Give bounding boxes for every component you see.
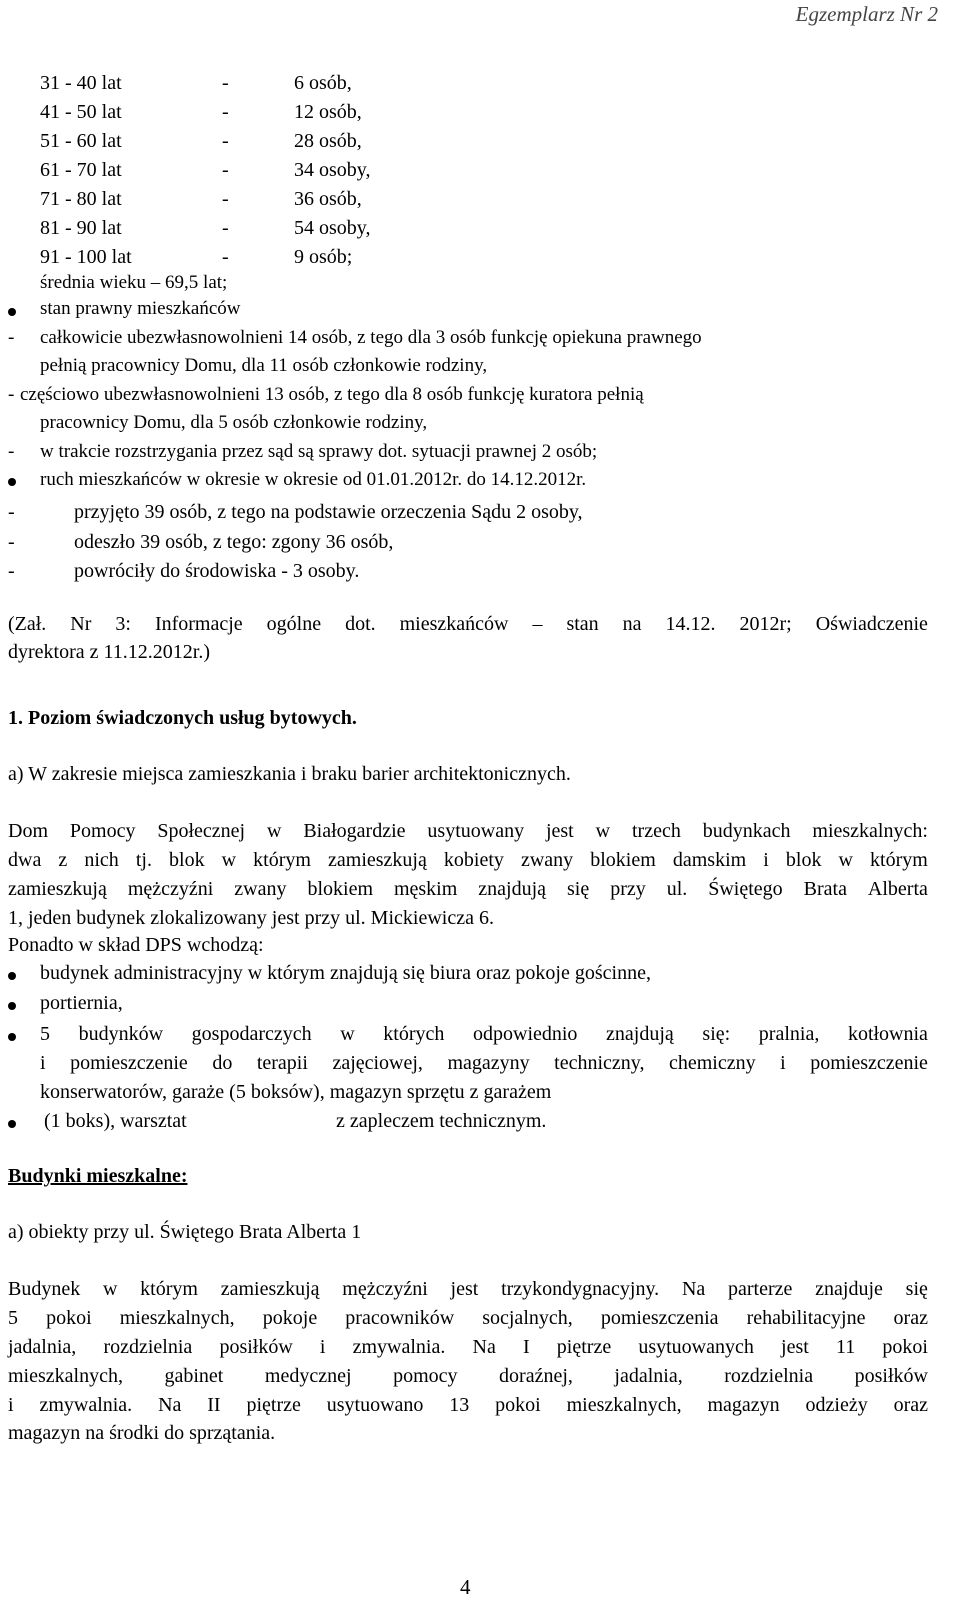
age-sep: -: [222, 72, 229, 94]
dps-item: z zapleczem technicznym.: [336, 1110, 547, 1132]
word: zwany: [234, 878, 287, 900]
word: 3:: [115, 613, 131, 635]
bullet-icon: [8, 1120, 16, 1128]
dash-marker: -: [8, 441, 15, 462]
word: zajęciowej,: [332, 1052, 423, 1074]
word: którym: [253, 849, 311, 871]
word: mieszkalnych,: [119, 1307, 235, 1329]
movement-line: przyjęto 39 osób, z tego na podstawie orzeczenia Sądu 2 osoby,: [74, 501, 583, 523]
movement-line: odeszło 39 osób, z tego: zgony 36 osób,: [74, 531, 394, 553]
word: się: [567, 878, 590, 900]
paragraph-line: [8, 1336, 928, 1359]
dash-marker: -: [8, 560, 15, 582]
word: piętrze: [556, 1336, 612, 1358]
word: 2012r;: [739, 613, 792, 635]
age-range: 41 - 50 lat: [40, 101, 122, 123]
dash-marker: -: [8, 531, 15, 553]
word: 14.12.: [665, 613, 716, 635]
word: usytuowanych: [638, 1336, 754, 1358]
paragraph-line: magazyn na środki do sprzątania.: [8, 1422, 276, 1444]
word: magazyny: [447, 1052, 530, 1074]
word: trzech: [631, 820, 681, 842]
word: pokoi: [495, 1394, 541, 1416]
word: nich: [84, 849, 119, 871]
word: Nr: [70, 613, 92, 635]
word: mężczyźni: [127, 878, 214, 900]
word: zmywalnia.: [352, 1336, 446, 1358]
word: mężczyźni: [342, 1278, 428, 1300]
word: męskim: [393, 878, 458, 900]
word: i: [8, 1394, 14, 1416]
legal-status-line: całkowicie ubezwłasnowolnieni 14 osób, z tego dla 3 osób funkcję opiekuna prawnego: [40, 327, 702, 348]
word: Na: [472, 1336, 496, 1358]
word: w: [595, 820, 611, 842]
word: ogólne: [266, 613, 322, 635]
word: w: [838, 849, 853, 871]
word: parterze: [728, 1278, 793, 1300]
word: Oświadczenie: [815, 613, 928, 635]
word: do: [212, 1052, 233, 1074]
word: usytuowano: [326, 1394, 424, 1416]
word: w: [266, 820, 282, 842]
age-sep: -: [222, 101, 229, 123]
word: znajdują: [606, 1023, 674, 1045]
section-heading: 1. Poziom świadczonych usług bytowych.: [8, 707, 357, 729]
word: i: [763, 849, 769, 871]
word: 5: [40, 1023, 50, 1045]
word: rozdzielnia: [724, 1365, 814, 1387]
bullet-icon: [8, 1033, 16, 1041]
word: oraz: [893, 1307, 928, 1329]
paragraph-line: Ponadto w skład DPS wchodzą:: [8, 934, 264, 956]
movement-heading: ruch mieszkańców w okresie w okresie od 01.01.2012r. do 14.12.2012r.: [40, 469, 587, 490]
attachment-line-1: [8, 613, 928, 636]
age-count: 34 osoby,: [294, 159, 371, 181]
movement-line: powróciły do środowiska - 3 osoby.: [74, 560, 360, 582]
word: Dom: [8, 820, 48, 842]
paragraph-line: [8, 820, 928, 843]
word: usytuowany: [427, 820, 525, 842]
word: w: [221, 849, 237, 871]
bullet-icon: [8, 308, 16, 316]
word: zamieszkują: [328, 849, 427, 871]
word: Świętego: [708, 878, 783, 900]
age-sep: -: [222, 188, 229, 210]
age-sep: -: [222, 130, 229, 152]
word: pracowników: [345, 1307, 455, 1329]
word: stan: [566, 613, 599, 635]
age-range: 81 - 90 lat: [40, 217, 122, 239]
word: II: [207, 1394, 221, 1416]
age-range: 51 - 60 lat: [40, 130, 122, 152]
dash-marker: -: [8, 327, 15, 348]
word: ul.: [666, 878, 688, 900]
word: (Zał.: [8, 613, 47, 635]
word: 11: [835, 1336, 856, 1358]
word: się:: [702, 1023, 731, 1045]
word: blokiem: [307, 878, 373, 900]
age-range: 61 - 70 lat: [40, 159, 122, 181]
paragraph-line: [8, 1365, 928, 1388]
legal-status-heading: stan prawny mieszkańców: [40, 298, 241, 319]
paragraph-line: [8, 849, 928, 872]
word: pokoi: [882, 1336, 928, 1358]
word: blok: [169, 849, 205, 871]
word: Pomocy: [69, 820, 136, 842]
word: jest: [450, 1278, 479, 1300]
legal-status-line: pełnią pracownicy Domu, dla 11 osób członkowie rodziny,: [40, 355, 488, 376]
word: socjalnych,: [482, 1307, 573, 1329]
age-count: 9 osób;: [294, 246, 353, 268]
word: pomocy: [393, 1365, 458, 1387]
word: mieszkalnych,: [8, 1365, 123, 1387]
word: magazyn: [707, 1394, 780, 1416]
word: jest: [545, 820, 574, 842]
word: budynków: [78, 1023, 164, 1045]
bullet-icon: [8, 972, 16, 980]
legal-status-line: częściowo ubezwłasnowolnieni 13 osób, z tego dla 8 osób funkcję kuratora pełnią: [20, 384, 644, 405]
word: zmywalnia.: [39, 1394, 133, 1416]
word: gospodarczych: [191, 1023, 312, 1045]
word: mieszkalnych:: [812, 820, 928, 842]
paragraph-line: 1, jeden budynek zlokalizowany jest przy ul. Mickiewicza 6.: [8, 907, 494, 929]
bullet-icon: [8, 1002, 16, 1010]
word: posiłków: [219, 1336, 293, 1358]
age-range: 31 - 40 lat: [40, 72, 122, 94]
age-count: 12 osób,: [294, 101, 362, 123]
word: odzieży: [805, 1394, 868, 1416]
word: na: [622, 613, 642, 635]
word: jadalnia,: [614, 1365, 683, 1387]
word: przy: [610, 878, 646, 900]
word: 5: [8, 1307, 18, 1329]
word: budynkach: [702, 820, 791, 842]
word: medycznej: [264, 1365, 352, 1387]
word: posiłków: [854, 1365, 928, 1387]
copy-label: Egzemplarz Nr 2: [795, 2, 938, 26]
word: 13: [449, 1394, 470, 1416]
word: zwany: [520, 849, 574, 871]
age-range: 91 - 100 lat: [40, 246, 132, 268]
word: blokiem: [590, 849, 656, 871]
dash-marker: -: [8, 384, 15, 405]
word: kobiety: [443, 849, 504, 871]
dps-item: portiernia,: [40, 992, 123, 1014]
residential-subheading: a) obiekty przy ul. Świętego Brata Alberta 1: [8, 1221, 362, 1243]
word: w: [340, 1023, 355, 1045]
word: którym: [140, 1278, 198, 1300]
word: dot.: [345, 613, 376, 635]
paragraph-line: [8, 878, 928, 901]
word: mieszkalnych,: [566, 1394, 682, 1416]
age-sep: -: [222, 246, 229, 268]
page-number: 4: [460, 1575, 471, 1599]
dps-item-line: [40, 1052, 928, 1075]
age-range: 71 - 80 lat: [40, 188, 122, 210]
word: Budynek: [8, 1278, 81, 1300]
dps-item: (1 boks), warsztat: [44, 1110, 187, 1132]
word: kotłownia: [847, 1023, 928, 1045]
word: dwa: [8, 849, 42, 871]
dps-item: budynek administracyjny w którym znajdują się biura oraz pokoje gościnne,: [40, 962, 651, 984]
word: Alberta: [867, 878, 928, 900]
word: pokoje: [262, 1307, 318, 1329]
word: pomieszczenie: [810, 1052, 928, 1074]
bullet-icon: [8, 478, 16, 486]
word: techniczny,: [554, 1052, 645, 1074]
word: rehabilitacyjne: [746, 1307, 866, 1329]
word: Społecznej: [157, 820, 246, 842]
age-sep: -: [222, 159, 229, 181]
word: Informacje: [154, 613, 243, 635]
word: odpowiednio: [473, 1023, 578, 1045]
age-count: 28 osób,: [294, 130, 362, 152]
word: tj.: [135, 849, 152, 871]
word: w: [102, 1278, 118, 1300]
word: zamieszkują: [8, 878, 107, 900]
word: jadalnia,: [8, 1336, 77, 1358]
word: pralnia,: [758, 1023, 820, 1045]
word: damskim: [672, 849, 747, 871]
word: pomieszczenia: [600, 1307, 719, 1329]
attachment-line-2: dyrektora z 11.12.2012r.): [8, 641, 210, 663]
legal-status-line: pracownicy Domu, dla 5 osób członkowie rodziny,: [40, 412, 428, 433]
word: gabinet: [164, 1365, 224, 1387]
word: piętrze: [246, 1394, 301, 1416]
word: pokoi: [46, 1307, 92, 1329]
word: –: [532, 613, 543, 635]
word: terapii: [256, 1052, 308, 1074]
word: znajduje: [815, 1278, 883, 1300]
word: rozdzielnia: [103, 1336, 193, 1358]
word: trzykondygnacyjny.: [501, 1278, 660, 1300]
word: mieszkańców: [399, 613, 509, 635]
age-count: 36 osób,: [294, 188, 362, 210]
word: pomieszczenie: [70, 1052, 188, 1074]
paragraph-line: [8, 1307, 928, 1330]
age-count: 54 osoby,: [294, 217, 371, 239]
dps-item-line: konserwatorów, garaże (5 boksów), magazyn sprzętu z garażem: [40, 1081, 552, 1103]
legal-status-line: w trakcie rozstrzygania przez sąd są sprawy dot. sytuacji prawnej 2 osób;: [40, 441, 598, 462]
age-sep: -: [222, 217, 229, 239]
word: których: [383, 1023, 445, 1045]
word: się: [905, 1278, 928, 1300]
word: Brata: [803, 878, 847, 900]
word: chemiczny: [669, 1052, 756, 1074]
word: którym: [870, 849, 928, 871]
word: oraz: [893, 1394, 928, 1416]
dps-item-line: [40, 1023, 928, 1046]
word: I: [522, 1336, 530, 1358]
word: jest: [781, 1336, 809, 1358]
word: znajdują: [478, 878, 547, 900]
word: Białogardzie: [303, 820, 406, 842]
word: zamieszkują: [220, 1278, 320, 1300]
dash-marker: -: [8, 501, 15, 523]
word: doraźnej,: [499, 1365, 573, 1387]
age-count: 6 osób,: [294, 72, 352, 94]
word: i: [40, 1052, 46, 1074]
paragraph-line: [8, 1278, 928, 1301]
word: blok: [785, 849, 822, 871]
subsection-heading: a) W zakresie miejsca zamieszkania i braku barier architektonicznych.: [8, 763, 571, 785]
word: i: [319, 1336, 326, 1358]
residential-heading: Budynki mieszkalne:: [8, 1165, 188, 1187]
word: Na: [681, 1278, 706, 1300]
word: i: [780, 1052, 786, 1074]
word: Na: [158, 1394, 182, 1416]
word: z: [58, 849, 68, 871]
average-age: średnia wieku – 69,5 lat;: [40, 272, 228, 293]
paragraph-line: [8, 1394, 928, 1417]
